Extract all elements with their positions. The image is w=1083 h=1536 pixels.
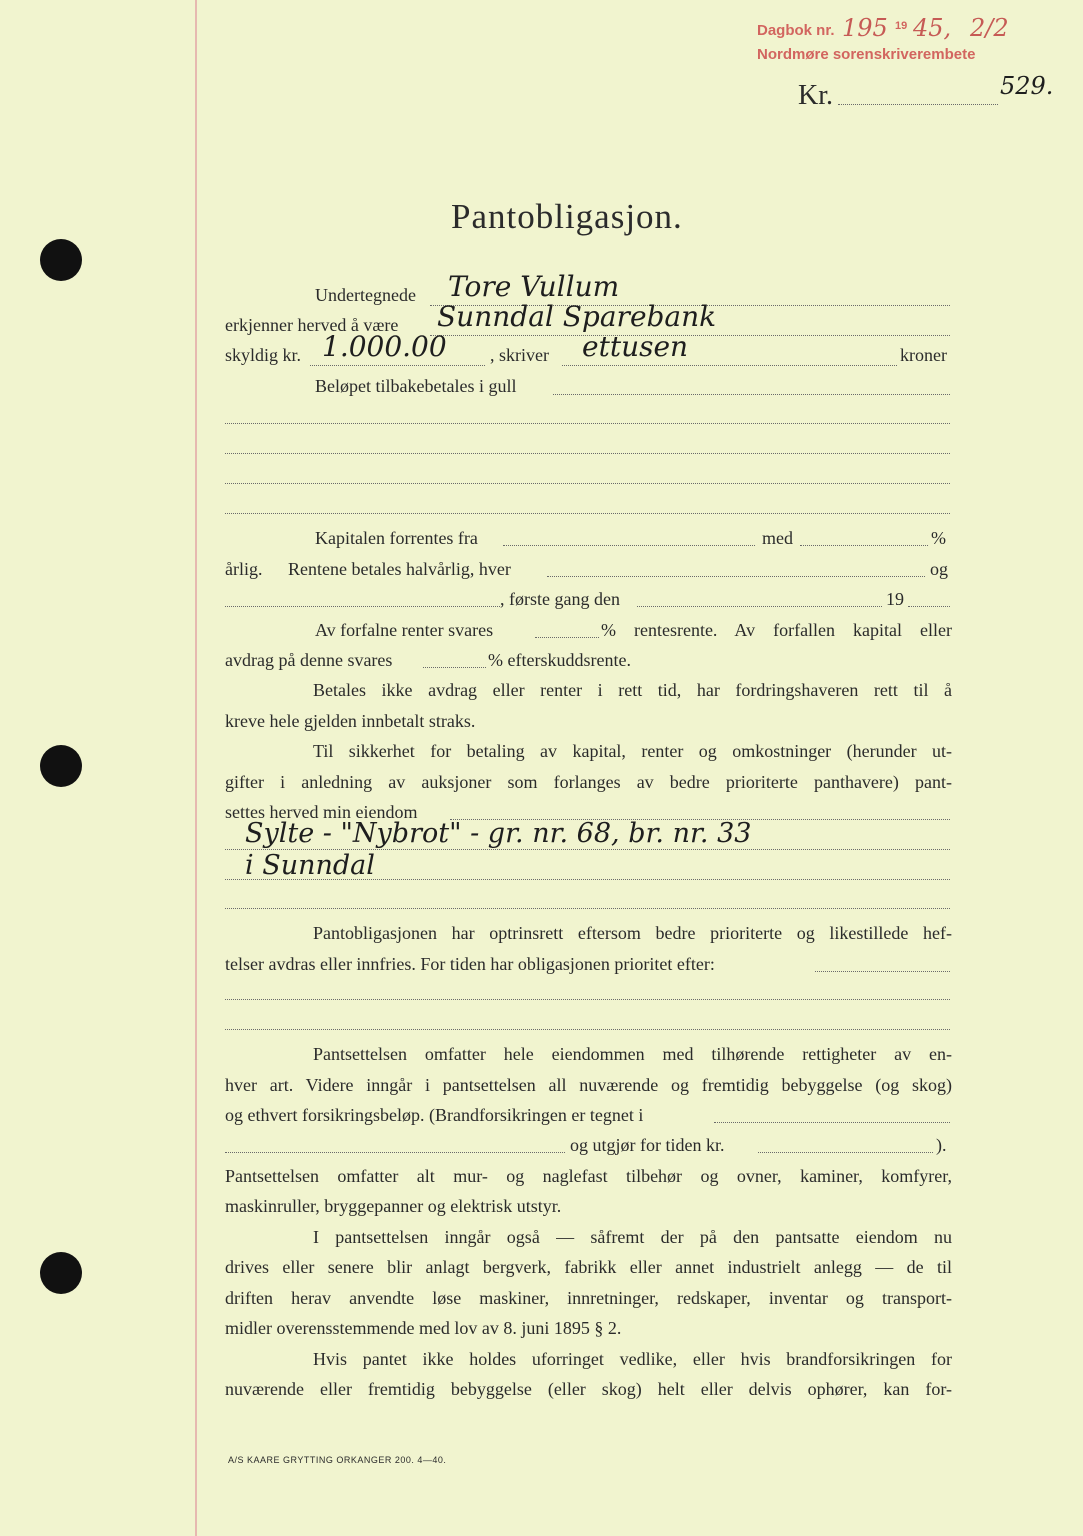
utgjor-line — [758, 1152, 933, 1153]
blank-line — [225, 999, 950, 1000]
arlig-label: årlig. — [225, 559, 263, 579]
nineteen-label: 19 — [886, 589, 904, 609]
blank-line — [225, 423, 950, 424]
forste-gang-label: , første gang den — [500, 589, 620, 609]
stamp-year-suffix: 45, — [913, 14, 952, 42]
med-label: med — [762, 528, 793, 548]
paragraph-line: telser avdras eller innfries. For tiden har obligasjonen prioritet efter: — [225, 954, 715, 974]
page-number: 529. — [1000, 72, 1054, 100]
paragraph-line: drives eller senere blir anlagt bergverk, fabrikk eller annet industrielt anlegg — de til — [225, 1257, 952, 1277]
blank-line — [225, 453, 950, 454]
forfalne-line — [423, 667, 486, 668]
printer-footer: A/S KAARE GRYTTING ORKANGER 200. 4—40. — [228, 1455, 447, 1465]
property-line — [225, 879, 950, 880]
og-label: og — [930, 559, 948, 579]
erkjenner-value: Sunndal Sparebank — [437, 300, 717, 333]
property-location: i Sunndal — [245, 850, 375, 881]
stamp-year-prefix: 19 — [895, 20, 908, 32]
brandforsikring-line — [225, 1152, 565, 1153]
prioritet-line — [815, 971, 950, 972]
kr-dotted-line — [838, 104, 998, 105]
erkjenner-label: erkjenner herved å være — [225, 315, 399, 335]
skriver-line — [562, 365, 897, 366]
forste-date-line — [637, 606, 882, 607]
paragraph-line: Betales ikke avdrag eller renter i rett tid, har fordringshaveren rett til å — [313, 680, 952, 700]
margin-line — [195, 0, 197, 1536]
kapitalen-label: Kapitalen forrentes fra — [315, 528, 478, 548]
paragraph-line: ). — [936, 1135, 947, 1155]
belopet-line — [553, 394, 950, 395]
forfalne-text: avdrag på denne svares — [225, 650, 393, 670]
erkjenner-line — [430, 335, 950, 336]
rentene-line — [547, 576, 925, 577]
forfalne-text: % rentesrente. Av forfallen kapital eller — [601, 620, 952, 640]
med-line — [800, 545, 928, 546]
paragraph-line: hver art. Videre inngår i pantsettelsen all nuværende og fremtidig bebyggelse (og skog) — [225, 1075, 952, 1095]
kapitalen-line — [503, 545, 755, 546]
undertegnede-value: Tore Vullum — [448, 270, 620, 303]
paragraph-line: og utgjør for tiden kr. — [570, 1135, 725, 1155]
forste-line — [225, 606, 500, 607]
blank-line — [225, 513, 950, 514]
undertegnede-label: Undertegnede — [315, 285, 416, 305]
stamp-dagbok-number: 195 — [842, 14, 888, 42]
stamp-office: Nordmøre sorenskriverembete — [757, 46, 976, 63]
kroner-label: kroner — [900, 345, 947, 365]
paragraph-line: kreve hele gjelden innbetalt straks. — [225, 711, 476, 731]
rentene-label: Rentene betales halvårlig, hver — [288, 559, 511, 579]
paragraph-line: Pantobligasjonen har optrinsrett eftersom bedre prioriterte og likestillede hef- — [313, 923, 952, 943]
document-title: Pantobligasjon. — [451, 197, 683, 236]
skriver-value: ettusen — [582, 330, 689, 363]
brandforsikring-line — [714, 1122, 950, 1123]
kr-label: Kr. — [798, 80, 833, 111]
skyldig-label: skyldig kr. — [225, 345, 302, 365]
blank-line — [225, 483, 950, 484]
paragraph-line: Hvis pantet ikke holdes uforringet vedlike, eller hvis brandforsikringen for — [313, 1349, 952, 1369]
punch-hole — [40, 745, 82, 787]
year-line — [908, 606, 950, 607]
forfalne-text: Av forfalne renter svares — [315, 620, 494, 640]
paragraph-line: Pantsettelsen omfatter hele eiendommen med tilhørende rettigheter av en- — [313, 1044, 952, 1064]
paragraph-line: Pantsettelsen omfatter alt mur- og naglefast tilbehør og ovner, kaminer, komfyrer, — [225, 1166, 952, 1186]
percent-symbol: % — [931, 528, 946, 548]
paragraph-line: midler overensstemmende med lov av 8. juni 1895 § 2. — [225, 1318, 622, 1338]
forfalne-line — [535, 637, 599, 638]
punch-hole — [40, 239, 82, 281]
paragraph-line: nuværende eller fremtidig bebyggelse (eller skog) helt eller delvis ophører, kan for- — [225, 1379, 952, 1399]
forfalne-text: % efterskuddsrente. — [488, 650, 631, 670]
paragraph-line: Til sikkerhet for betaling av kapital, renter og omkostninger (herunder ut- — [313, 741, 952, 761]
punch-hole — [40, 1252, 82, 1294]
paragraph-line: settes herved min eiendom — [225, 802, 418, 822]
skyldig-line — [310, 365, 485, 366]
paragraph-line: maskinruller, bryggepanner og elektrisk utstyr. — [225, 1196, 562, 1216]
stamp-dagbok-label: Dagbok nr. — [757, 22, 835, 39]
skyldig-value: 1.000.00 — [322, 330, 447, 363]
stamp-date: 2/2 — [970, 14, 1009, 42]
paragraph-line: og ethvert forsikringsbeløp. (Brandforsikringen er tegnet i — [225, 1105, 644, 1125]
paragraph-line: I pantsettelsen inngår også — såfremt der på den pantsatte eiendom nu — [313, 1227, 952, 1247]
paragraph-line: driften herav anvendte løse maskiner, innretninger, redskaper, inventar og transport- — [225, 1288, 952, 1308]
paragraph-line: gifter i anledning av auksjoner som forlanges av bedre prioriterte panthavere) pant- — [225, 772, 952, 792]
property-description: Sylte - "Nybrot" - gr. nr. 68, br. nr. 33 — [245, 818, 752, 849]
property-line — [225, 908, 950, 909]
belopet-label: Beløpet tilbakebetales i gull — [315, 376, 517, 396]
skriver-label: , skriver — [490, 345, 549, 365]
blank-line — [225, 1029, 950, 1030]
